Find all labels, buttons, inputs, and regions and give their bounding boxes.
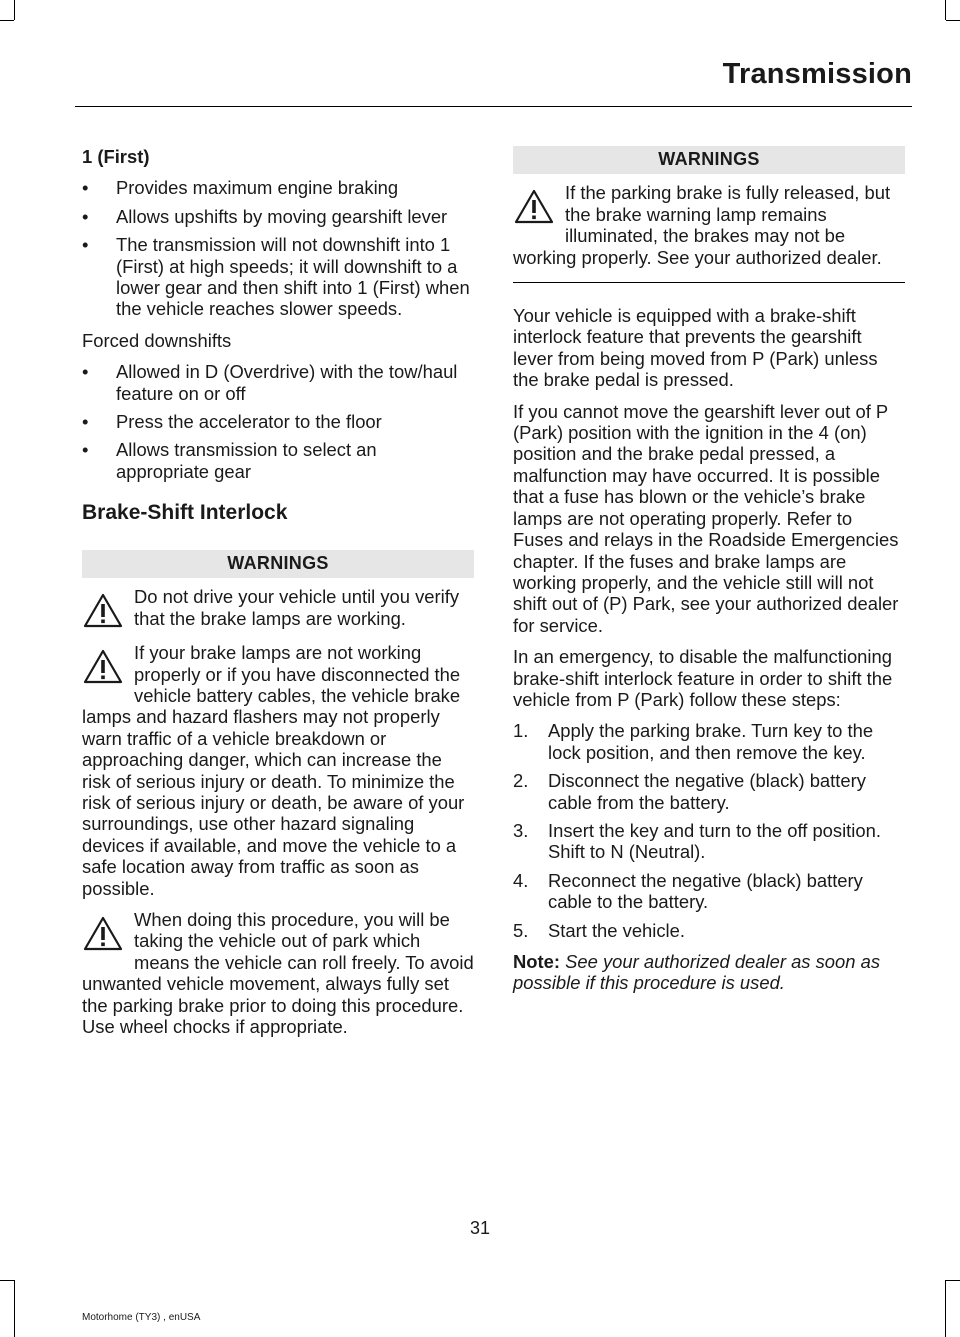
list-item-text: Allows transmission to select an appropriate gear [116, 439, 377, 482]
list-item [82, 234, 474, 320]
warning-text: If your brake lamps are not working properly or if you have disconnected the vehicle battery cables, the vehicle brake lamps and hazard flashers may not properly warn traffic of a vehicle breakdown or approaching danger, which can increase the risk of serious injury or death. To minimize the risk of serious injury or death, be aware of your surroundings, use other hazard signaling devices if available, and move the vehicle to a safe location away from traffic as soon as possible. [82, 642, 465, 899]
crop-mark [14, 0, 15, 20]
bullet-icon: • [82, 361, 89, 383]
warning-triangle-icon [82, 915, 124, 953]
list-item-text: Provides maximum engine braking [116, 177, 399, 199]
crop-mark [945, 1280, 946, 1337]
page-title: Transmission [722, 58, 912, 90]
warnings-title: WARNINGS [513, 146, 905, 174]
step-number: 4. [513, 869, 529, 891]
warnings-box [82, 550, 474, 1038]
paragraph: In an emergency, to disable the malfunctioning brake-shift interlock feature in order to shift the vehicle from P (Park) follow these steps: [513, 646, 893, 710]
step-number: 2. [513, 770, 529, 792]
step-number: 1. [513, 720, 529, 742]
step-text: Insert the key and turn to the off position. Shift to N (Neutral). [548, 819, 881, 863]
warning-text: If the parking brake is fully released, but the brake warning lamp remains illuminated, the brakes may not be working properly. See your authorized dealer. [513, 182, 891, 268]
warning-triangle-icon [513, 188, 555, 226]
list-item [82, 206, 474, 227]
list-item [82, 439, 474, 482]
left-column [82, 146, 474, 1047]
list-item-text: Press the accelerator to the floor [116, 411, 382, 433]
list-item [82, 361, 474, 404]
step-item [513, 820, 905, 863]
list-item [82, 177, 474, 198]
warnings-divider [513, 282, 905, 283]
crop-mark [0, 1280, 14, 1281]
step-item [513, 770, 905, 813]
forced-downshifts-label: Forced downshifts [82, 329, 232, 351]
section-heading: Brake-Shift Interlock [82, 501, 288, 525]
bullet-icon: • [82, 234, 89, 256]
list-item-text: Allowed in D (Overdrive) with the tow/haul feature on or off [116, 361, 458, 404]
crop-mark [0, 20, 14, 21]
note-label: Note: [513, 951, 560, 972]
step-number: 5. [513, 919, 529, 941]
warning-item [82, 586, 474, 632]
warning-triangle-icon [82, 592, 124, 630]
warning-text: When doing this procedure, you will be taking the vehicle out of park which means the vehicle can roll freely. To avoid unwanted vehicle movement, always fully set the parking brake prior to doing this procedure. Use wheel chocks if appropriate. [82, 908, 474, 1037]
list-item-text: Allows upshifts by moving gearshift lever [116, 205, 448, 227]
warnings-box [513, 146, 905, 268]
warning-item [513, 182, 905, 268]
warning-text: Do not drive your vehicle until you verify that the brake lamps are working. [134, 586, 460, 629]
first-gear-heading: 1 (First) [82, 146, 150, 167]
procedure-steps [513, 720, 905, 941]
forced-downshifts-list [82, 361, 474, 482]
step-text: Start the vehicle. [548, 919, 685, 941]
note [513, 951, 905, 994]
step-item [513, 870, 905, 913]
bullet-icon: • [82, 411, 89, 433]
first-gear-list [82, 177, 474, 319]
warning-item [82, 642, 474, 899]
warnings-title: WARNINGS [82, 550, 474, 578]
warning-triangle-icon [82, 648, 124, 686]
paragraph: Your vehicle is equipped with a brake-shift interlock feature that prevents the gearshift lever from being moved from P (Park) unless the brake pedal is pressed. [513, 305, 878, 391]
warning-item [82, 909, 474, 1037]
bullet-icon: • [82, 439, 89, 461]
bullet-icon: • [82, 177, 89, 199]
crop-mark [946, 20, 960, 21]
bullet-icon: • [82, 205, 89, 227]
list-item [82, 411, 474, 432]
page-number: 31 [469, 1218, 491, 1238]
step-item [513, 920, 905, 941]
crop-mark [946, 1280, 960, 1281]
step-text: Apply the parking brake. Turn key to the lock position, and then remove the key. [548, 720, 874, 763]
crop-mark [14, 1280, 15, 1337]
step-item [513, 720, 905, 763]
right-column [513, 146, 905, 1004]
header-divider [75, 106, 912, 107]
paragraph: If you cannot move the gearshift lever out of P (Park) position with the ignition in the 4 (on) position and the brake pedal pressed, a malfunction may have occurred. It is possible that a fuse has blown or the vehicle’s brake lamps are not operating properly. Refer to Fuses and relays in the Roadside Emergencies chapter. If the fuses and brake lamps are working properly, and the vehicle still will not shift out of (P) Park, see your authorized dealer for service. [513, 400, 899, 636]
document-info: Motorhome (TY3) , enUSA [82, 1312, 201, 1323]
note-text: See your authorized dealer as soon as possible if this procedure is used. [513, 951, 881, 994]
list-item-text: The transmission will not downshift into 1 (First) at high speeds; it will downshift to a lower gear and then shift into 1 (First) when the vehicle reaches slower speeds. [116, 234, 470, 320]
crop-mark [945, 0, 946, 20]
step-text: Disconnect the negative (black) battery cable from the battery. [548, 770, 866, 813]
step-number: 3. [513, 819, 529, 841]
step-text: Reconnect the negative (black) battery cable to the battery. [548, 869, 863, 913]
